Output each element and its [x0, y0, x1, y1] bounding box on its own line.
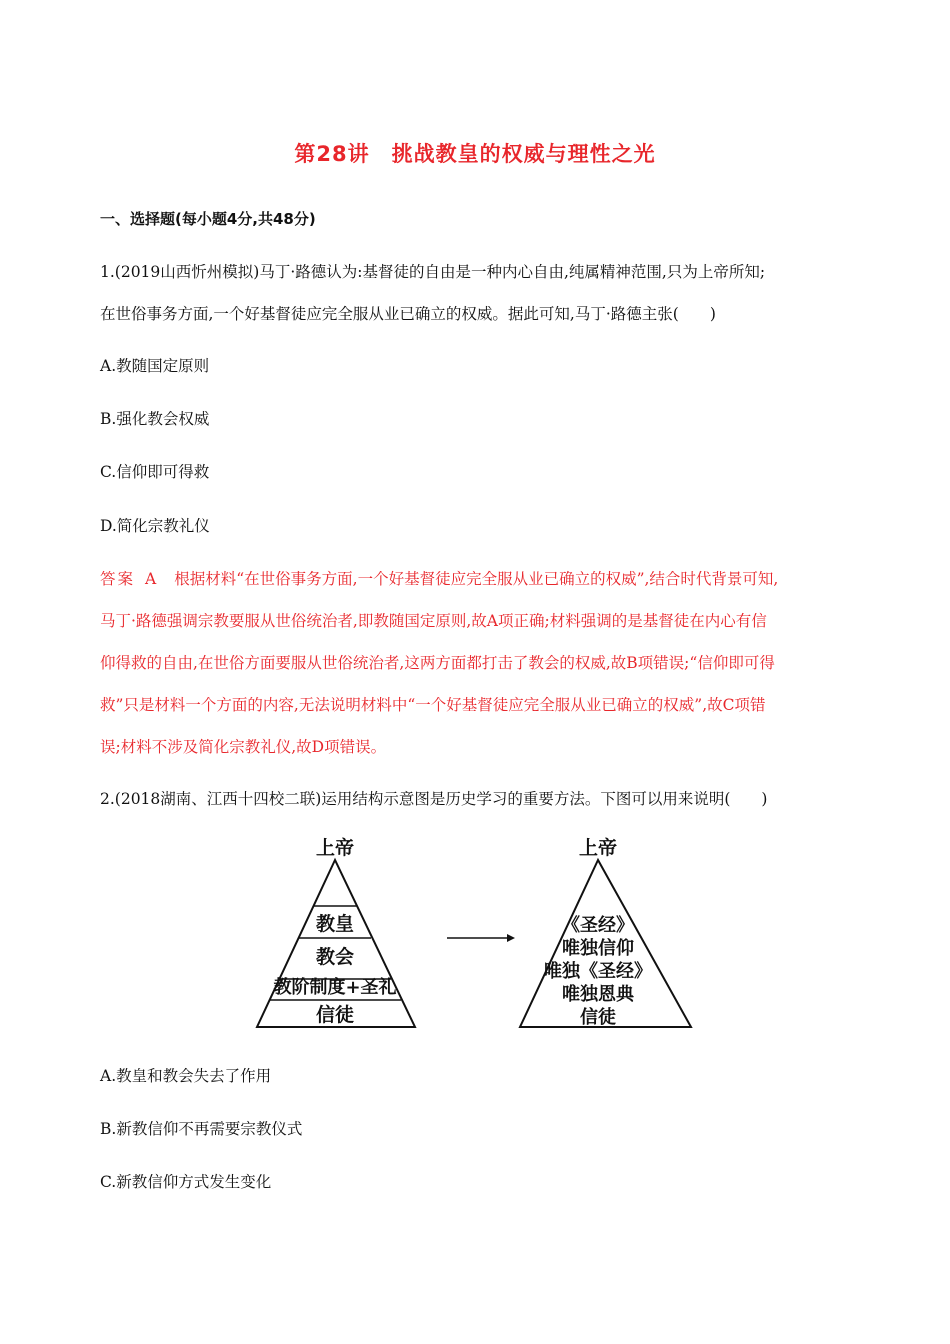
q1-answer-line-2: 马丁·路德强调宗教要服从世俗统治者,即教随国定原则,故A项正确;材料强调的是基督徒在内心有信: [100, 612, 767, 630]
right-line-scripture: 唯独《圣经》: [544, 961, 652, 982]
q2-option-c: C.新教信仰方式发生变化: [100, 1173, 272, 1191]
q2-stem: 2.(2018湖南、江西十四校二联)运用结构示意图是历史学习的重要方法。下图可以用来说明( ): [100, 790, 768, 808]
answer-key: A: [145, 570, 157, 588]
right-line-grace: 唯独恩典: [562, 984, 634, 1005]
right-top-label: 上帝: [578, 837, 618, 859]
left-pyramid: [257, 836, 415, 1027]
q1-option-a: A.教随国定原则: [100, 357, 210, 375]
lecture-number: 第28讲: [294, 142, 370, 166]
left-level-church: 教会: [315, 946, 355, 968]
lecture-topic: 挑战教皇的权威与理性之光: [391, 142, 656, 166]
left-level-hierarchy: 教阶制度+圣礼: [273, 977, 397, 998]
answer-label: 答案: [100, 570, 136, 588]
right-line-faith: 唯独信仰: [562, 938, 634, 959]
page-title: [0, 138, 950, 168]
right-pyramid: [520, 836, 691, 1028]
q1-answer-line-5: 误;材料不涉及简化宗教礼仪,故D项错误。: [100, 738, 387, 756]
left-level-pope: 教皇: [315, 913, 355, 935]
left-top-label: 上帝: [315, 837, 355, 859]
q1-option-b: B.强化教会权威: [100, 410, 210, 428]
right-line-bible: 《圣经》: [562, 915, 634, 936]
structure-diagram: [255, 828, 695, 1033]
left-pyramid-outline: [257, 860, 415, 1027]
q1-option-d: D.简化宗教礼仪: [100, 517, 210, 535]
right-line-believers: 信徒: [580, 1007, 616, 1028]
q1-answer-line-1: [100, 567, 778, 589]
section-heading: 一、选择题(每小题4分,共48分): [100, 210, 316, 228]
q2-option-a: A.教皇和教会失去了作用: [100, 1067, 272, 1085]
q1-stem-line-2: 在世俗事务方面,一个好基督徒应完全服从业已确立的权威。据此可知,马丁·路德主张( ): [100, 305, 716, 323]
left-level-believers: 信徒: [315, 1004, 355, 1026]
answer-text: 根据材料“在世俗事务方面,一个好基督徒应完全服从业已确立的权威”,结合时代背景可知,: [174, 570, 779, 588]
q2-option-b: B.新教信仰不再需要宗教仪式: [100, 1120, 303, 1138]
q1-answer-line-3: 仰得救的自由,在世俗方面要服从世俗统治者,这两方面都打击了教会的权威,故B项错误;“信仰即可得: [100, 654, 775, 672]
q1-answer-line-4: 救”只是材料一个方面的内容,无法说明材料中“一个好基督徒应完全服从业已确立的权威”,故C项错: [100, 696, 766, 714]
q1-stem-line-1: 1.(2019山西忻州模拟)马丁·路德认为:基督徒的自由是一种内心自由,纯属精神范围,只为上帝所知;: [100, 263, 766, 281]
q1-option-c: C.信仰即可得救: [100, 463, 210, 481]
arrow-icon: [447, 934, 515, 942]
